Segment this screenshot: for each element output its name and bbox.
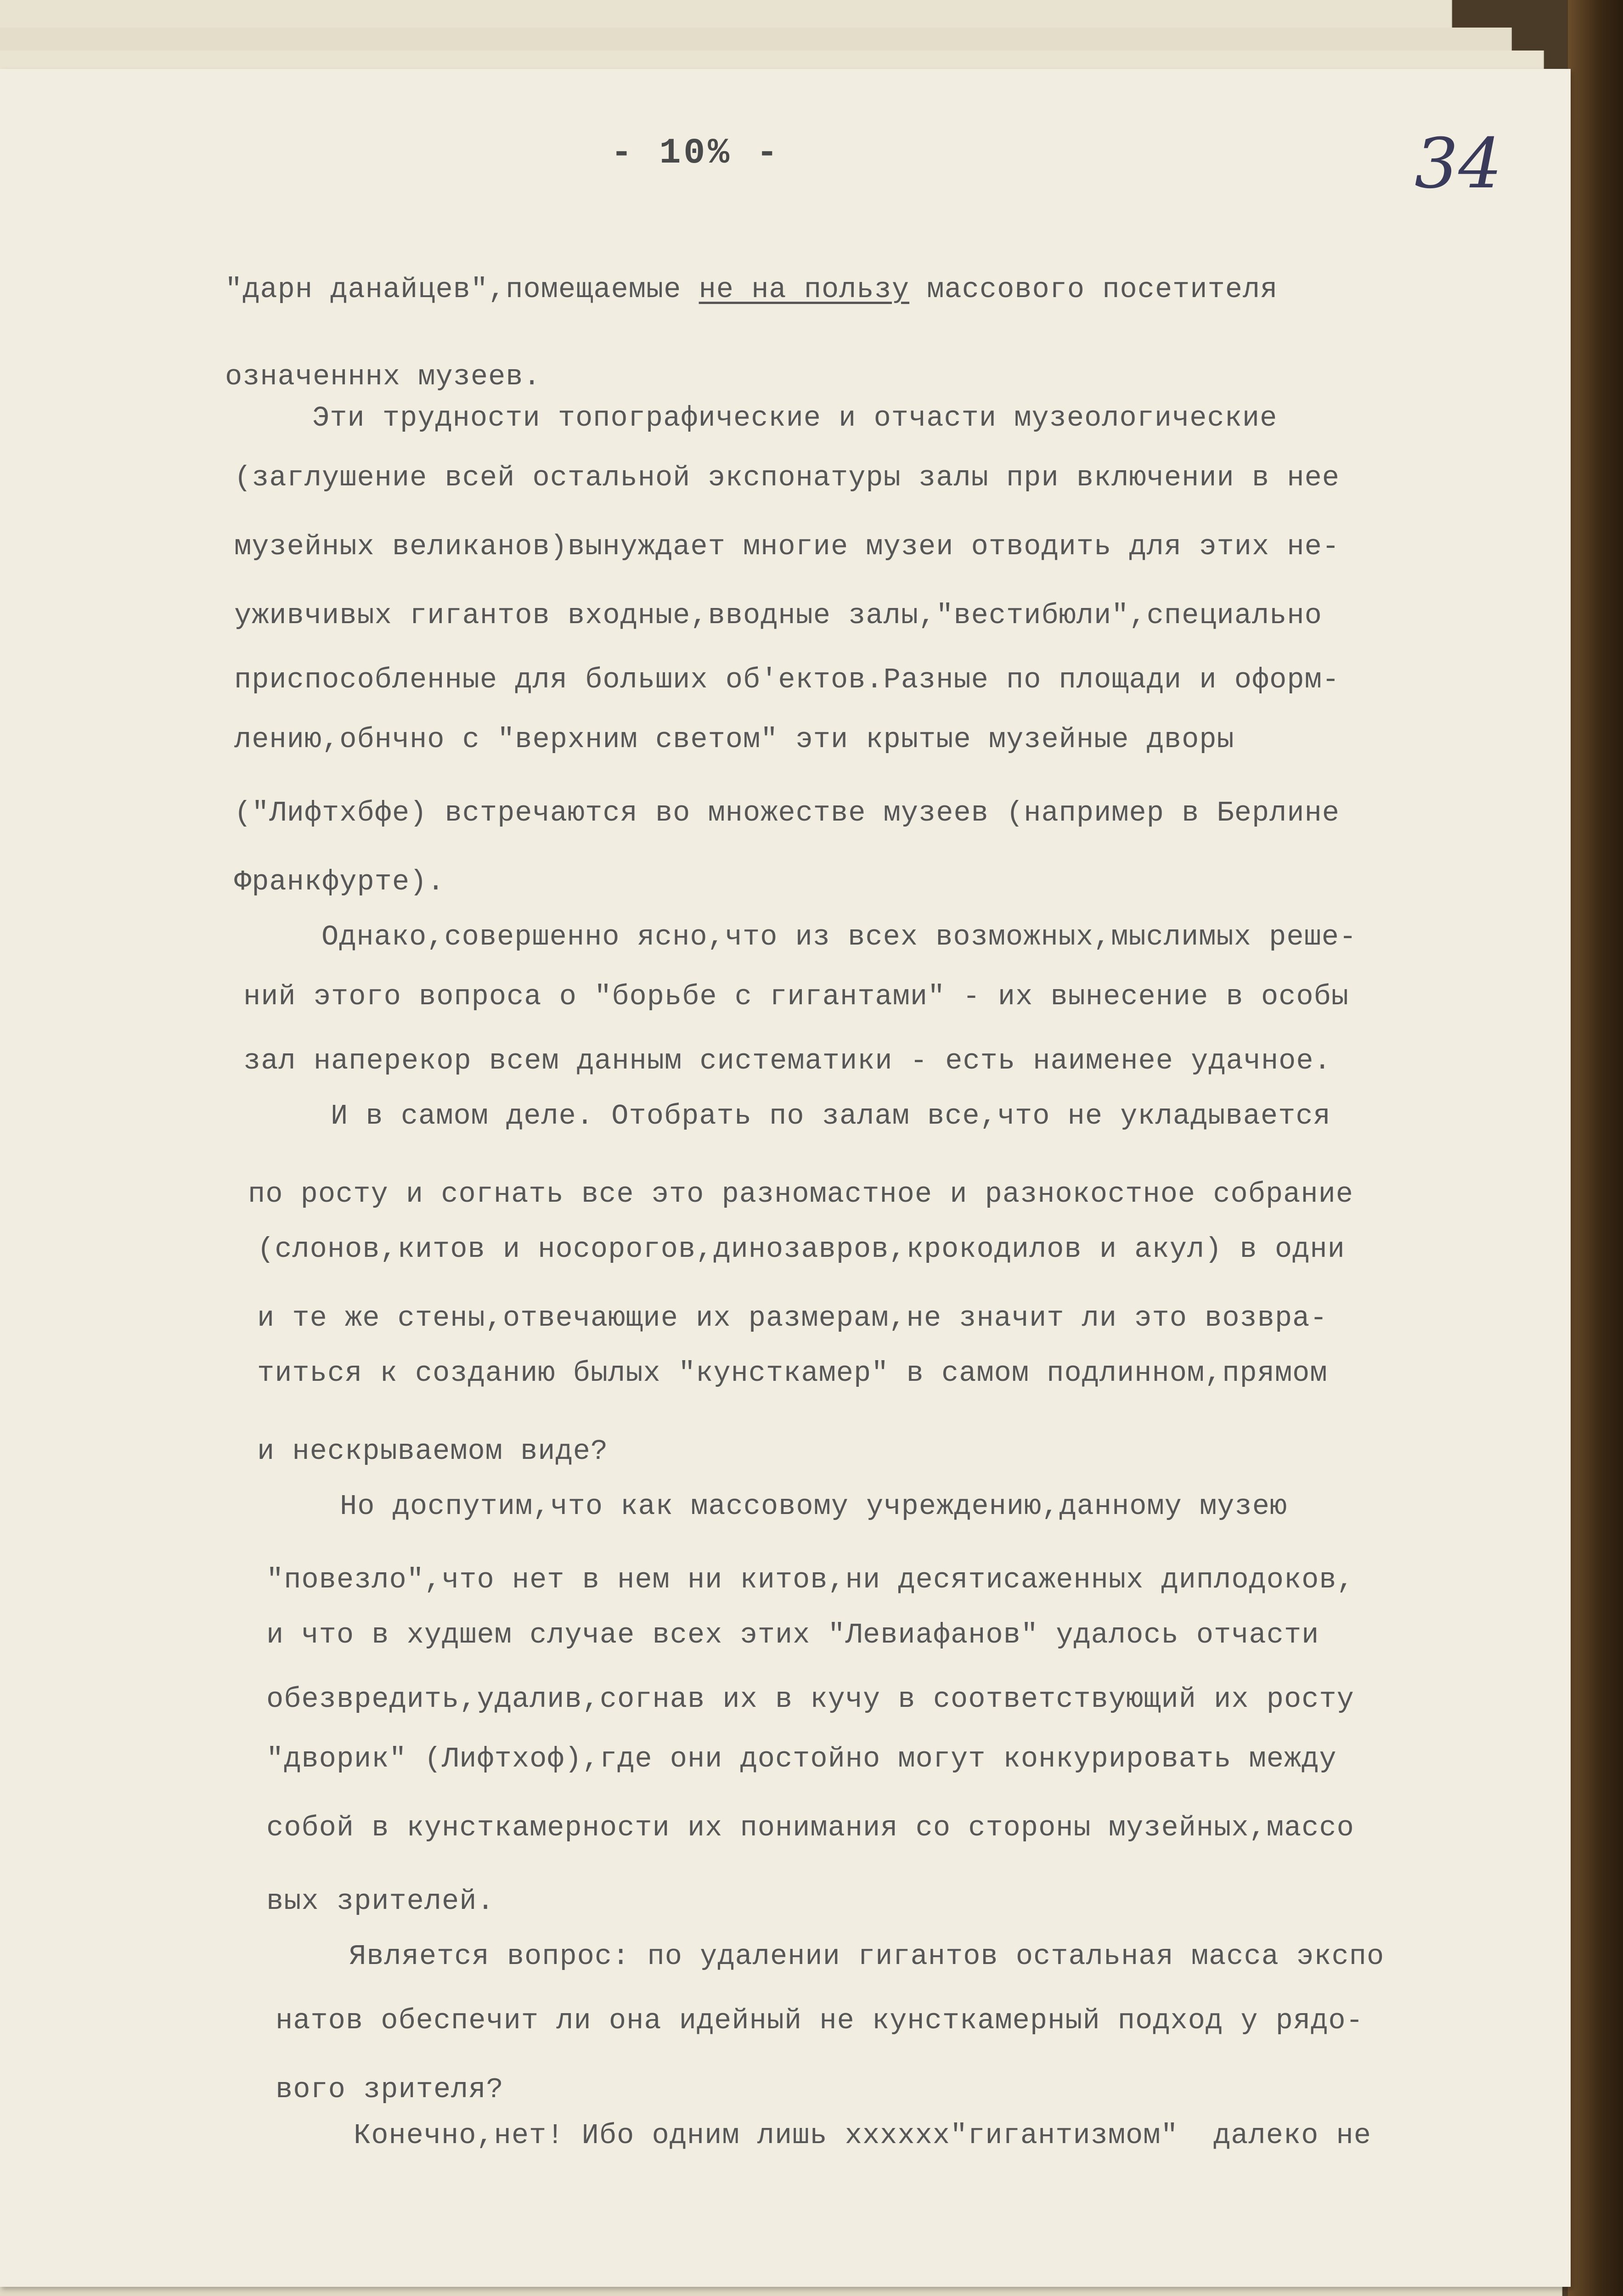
handwritten-folio-number: 34 — [1414, 124, 1502, 204]
text-line: музейных великанов)вынуждает многие музеи отводить для этих не- — [234, 530, 1340, 563]
page-number: - 10% - — [611, 133, 781, 174]
text-line: приспособленные для больших об'ектов.Разные по площади и оформ- — [234, 664, 1340, 696]
text-line: обезвредить,удалив,согнав их в кучу в соответствующий их росту — [266, 1683, 1354, 1716]
text-line: (слонов,китов и носорогов,динозавров,крокодилов и акул) в одни — [257, 1233, 1345, 1266]
text-line: Является вопрос: по удалении гигантов остальная масса экспо — [349, 1940, 1385, 1973]
text-line: Эти трудности топографические и отчасти музеологические — [312, 402, 1278, 434]
text-line: собой в кунсткамерности их понимания со стороны музейных,массо — [266, 1812, 1354, 1844]
text-line: И в самом деле. Отобрать по залам все,что не укладывается — [331, 1100, 1331, 1132]
text-line: зал наперекор всем данным систематики - есть наименее удачное. — [243, 1045, 1331, 1077]
text-line: и нескрываемом виде? — [257, 1435, 609, 1468]
text-line: и те же стены,отвечающие их размерам,не значит ли это возвра- — [257, 1302, 1328, 1334]
text-line: Но доспутим,что как массовому учреждению,данному музею — [340, 1490, 1288, 1523]
text-line: лению,обнчно с "верхним светом" эти крытые музейные дворы — [234, 723, 1234, 756]
underlined-phrase: не на пользу — [699, 273, 910, 306]
text-line: Франкфурте). — [234, 866, 445, 898]
text-line: "дарн данайцев",помещаемые не на пользу массового посетителя — [225, 273, 1278, 306]
text-line: натов обеспечит ли она идейный не кунсткамерный подход у рядо- — [276, 2004, 1364, 2037]
text-line: (заглушение всей остальной экспонатуры залы при включении в нее — [234, 461, 1340, 494]
text-line: Конечно,нет! Ибо одним лишь хххххх"гигантизмом" далеко не — [354, 2119, 1371, 2152]
text-line: и что в худшем случае всех этих "Левиафанов" удалось отчасти — [266, 1619, 1319, 1651]
text-line: вых зрителей. — [266, 1885, 495, 1918]
text-line: ний этого вопроса о "борьбе с гигантами" - их вынесение в особы — [243, 980, 1349, 1013]
text-line: Однако,совершенно ясно,что из всех возможных,мыслимых реше- — [321, 921, 1357, 953]
text-line: "повезло",что нет в нем ни китов,ни десятисаженных диплодоков, — [266, 1564, 1354, 1596]
text-line: титься к созданию былых "кунсткамер" в самом подлинном,прямом — [257, 1357, 1328, 1390]
text-line: "дворик" (Лифтхоф),где они достойно могут конкурировать между — [266, 1743, 1337, 1775]
text-line: ("Лифтхбфе) встречаются во множестве музеев (например в Берлине — [234, 797, 1340, 829]
text-line: по росту и согнать все это разномастное и разнокостное собрание — [248, 1178, 1353, 1210]
text-line: уживчивых гигантов входные,вводные залы,"вестибюли",специально — [234, 599, 1322, 632]
text-line: вого зрителя? — [276, 2073, 504, 2106]
text-line: означенннх музеев. — [225, 360, 541, 393]
binding-edge — [1568, 0, 1623, 2296]
